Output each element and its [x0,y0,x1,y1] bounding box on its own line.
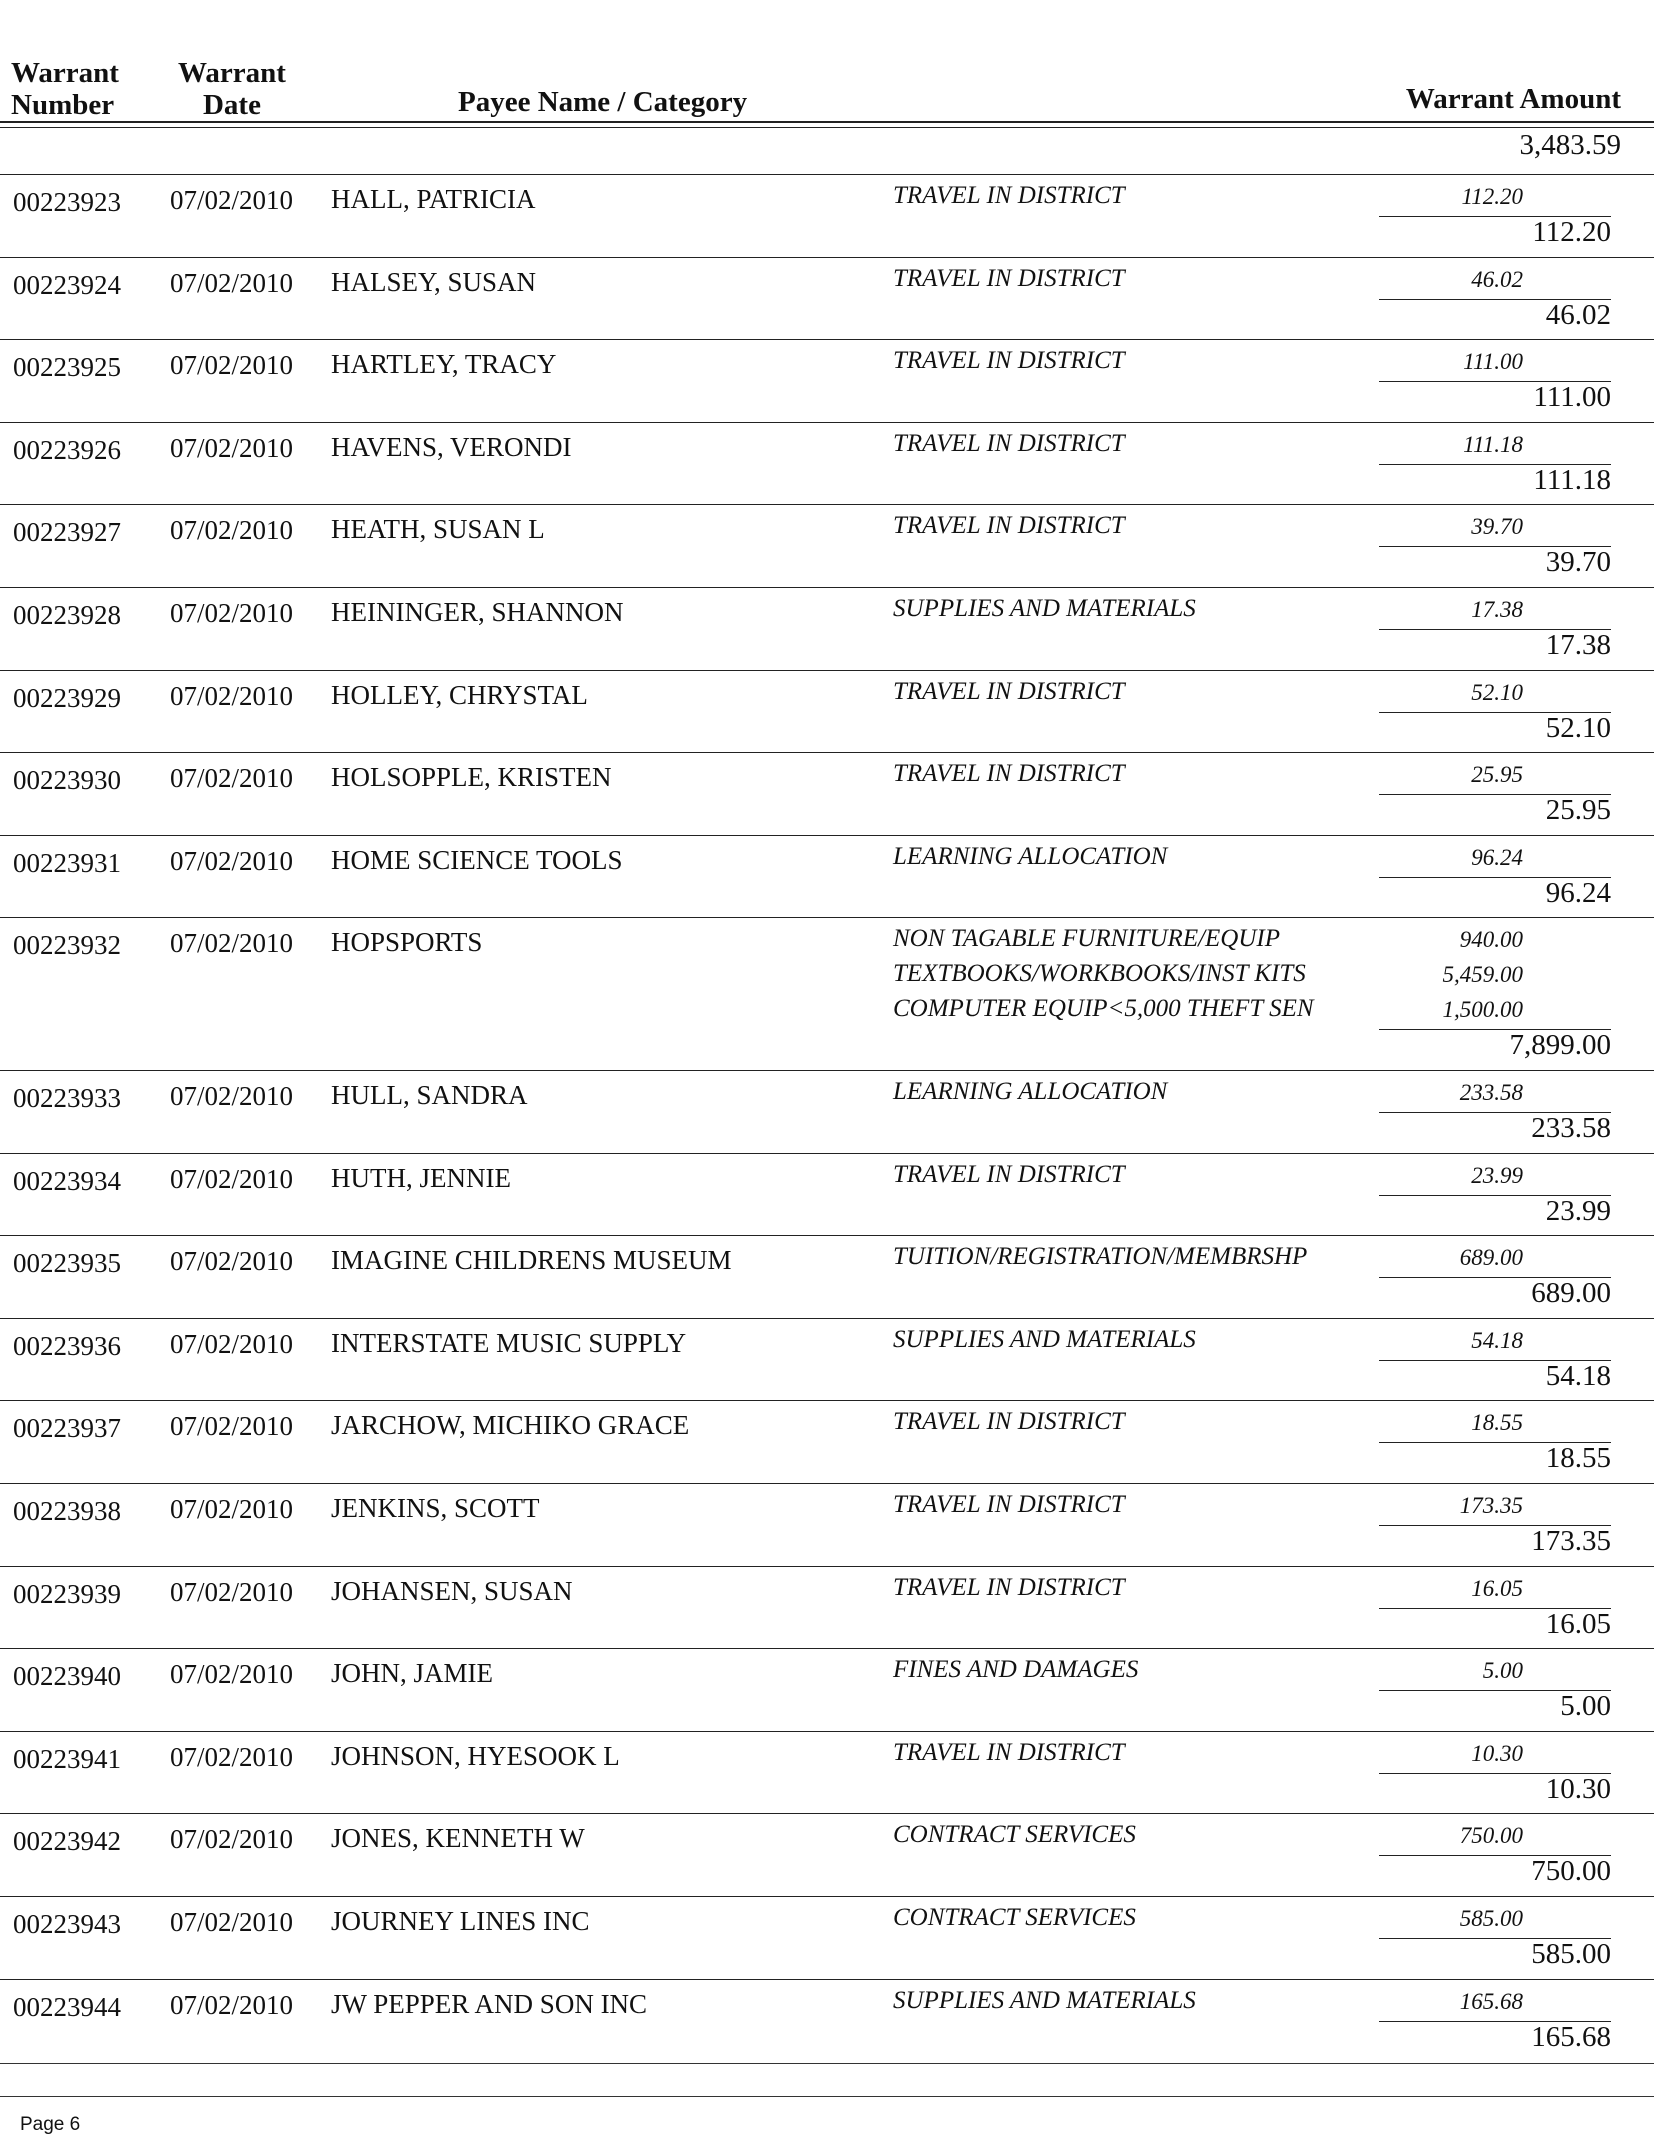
warrant-entry [0,1896,1654,1979]
category-lines [0,677,1654,712]
line-amount: 111.00 [1463,349,1523,375]
entry-separator [0,339,1654,340]
category-line [0,1077,1654,1112]
category-label: CONTRACT SERVICES [893,1821,1136,1849]
warrant-number: 00223923 [13,187,121,217]
category-line [0,759,1654,794]
payee-name: JARCHOW, MICHIKO GRACE [331,1410,690,1441]
entry-separator [0,1731,1654,1732]
category-lines [0,924,1654,1029]
warrant-total: 10.30 [1545,1772,1611,1805]
category-lines [0,1242,1654,1277]
warrant-total: 46.02 [1545,298,1611,331]
warrant-date: 07/02/2010 [170,1163,294,1194]
entry-separator [0,1483,1654,1484]
warrant-entry [0,1070,1654,1153]
category-line [0,1573,1654,1608]
payee-name: HALSEY, SUSAN [331,266,537,297]
entry-separator [0,752,1654,753]
warrant-entry [0,422,1654,505]
payee-name: JONES, KENNETH W [331,1823,585,1854]
category-line [0,1820,1654,1855]
entry-separator [0,1400,1654,1401]
header-rule-bottom [0,127,1654,128]
warrant-number: 00223941 [13,1743,121,1774]
category-line [0,264,1654,299]
warrant-number: 00223936 [13,1330,121,1361]
warrant-number: 00223934 [13,1165,121,1196]
category-lines [0,1820,1654,1855]
category-label: COMPUTER EQUIP<5,000 THEFT SEN [893,995,1314,1023]
category-line [0,1986,1654,2021]
category-line [0,1903,1654,1938]
category-line [0,511,1654,546]
warrant-number: 00223933 [13,1083,121,1113]
line-amount: 5.00 [1482,1658,1523,1684]
header-rule-top [0,121,1654,123]
category-label: TRAVEL IN DISTRICT [893,347,1125,375]
warrant-total: 112.20 [1532,216,1611,248]
category-lines [0,181,1654,216]
warrant-total: 750.00 [1531,1855,1611,1888]
warrant-total: 111.00 [1533,381,1611,414]
warrant-number: 00223929 [13,682,121,713]
category-label: TRAVEL IN DISTRICT [893,1160,1125,1188]
carry-forward-amount: 3,483.59 [1519,129,1621,161]
category-label: TRAVEL IN DISTRICT [893,264,1125,292]
entry-separator [0,917,1654,918]
warrant-date: 07/02/2010 [170,1824,294,1855]
warrant-date: 07/02/2010 [170,1659,294,1690]
payee-name: HAVENS, VERONDI [331,431,572,462]
entry-separator [0,504,1654,505]
warrant-total: 689.00 [1531,1277,1611,1310]
warrant-number: 00223938 [13,1496,121,1526]
warrant-entry [0,587,1654,670]
warrant-entry [0,1483,1654,1566]
category-label: CONTRACT SERVICES [893,1904,1136,1931]
warrant-entry [0,917,1654,1070]
warrant-date: 07/02/2010 [170,1576,294,1607]
category-line [0,1325,1654,1360]
warrant-entry [0,835,1654,918]
category-line [0,1738,1654,1773]
warrant-date: 07/02/2010 [170,432,294,463]
warrant-entry [0,1731,1654,1814]
category-line [0,1407,1654,1442]
line-amount: 233.58 [1459,1080,1523,1105]
entry-separator [0,587,1654,588]
warrant-number: 00223944 [13,1991,121,2022]
line-amount: 23.99 [1471,1162,1523,1188]
line-amount: 54.18 [1471,1327,1523,1353]
warrant-number: 00223943 [13,1909,121,1939]
warrant-total: 7,899.00 [1509,1029,1611,1062]
payee-name: HEININGER, SHANNON [331,597,624,627]
warrant-total: 54.18 [1545,1359,1611,1392]
payee-name: HARTLEY, TRACY [331,349,557,380]
line-amount: 52.10 [1471,679,1523,705]
warrant-entry [0,1648,1654,1731]
warrant-date: 07/02/2010 [170,1494,294,1524]
category-line [0,994,1654,1029]
entry-separator [0,1813,1654,1814]
payee-name: IMAGINE CHILDRENS MUSEUM [331,1245,732,1276]
category-line [0,1242,1654,1277]
line-amount: 940.00 [1459,927,1523,953]
entry-separator [0,1648,1654,1649]
warrant-date: 07/02/2010 [170,1411,294,1442]
entry-separator [0,422,1654,423]
line-amount: 39.70 [1471,514,1523,540]
line-amount: 25.95 [1471,762,1523,788]
category-lines [0,429,1654,464]
entry-separator [0,1235,1654,1236]
warrant-number: 00223942 [13,1826,121,1857]
header-warrant-date [178,57,286,121]
category-lines [0,1407,1654,1442]
category-label: TRAVEL IN DISTRICT [893,182,1125,209]
warrant-date: 07/02/2010 [170,185,294,215]
payee-name: JW PEPPER AND SON INC [331,1988,648,2019]
category-label: SUPPLIES AND MATERIALS [893,595,1196,622]
warrant-number: 00223928 [13,600,121,630]
category-lines [0,264,1654,299]
line-amount: 1,500.00 [1442,997,1523,1023]
warrant-total: 173.35 [1531,1525,1611,1557]
entry-separator [0,1070,1654,1071]
warrant-date: 07/02/2010 [170,928,294,959]
category-label: SUPPLIES AND MATERIALS [893,1986,1196,2014]
category-lines [0,1655,1654,1690]
category-label: TRAVEL IN DISTRICT [893,1408,1125,1436]
warrant-date: 07/02/2010 [170,515,294,546]
category-line [0,842,1654,877]
line-amount: 18.55 [1471,1410,1523,1436]
payee-name: HALL, PATRICIA [331,184,536,214]
payee-name: HOLLEY, CHRYSTAL [331,679,588,710]
warrant-entry [0,1318,1654,1401]
warrant-date: 07/02/2010 [170,598,294,628]
line-amount: 96.24 [1471,844,1523,870]
warrant-number: 00223930 [13,765,121,796]
warrant-total: 52.10 [1545,711,1611,744]
category-line [0,959,1654,994]
line-amount: 5,459.00 [1442,962,1523,988]
category-line [0,1655,1654,1690]
warrant-total: 18.55 [1545,1442,1611,1475]
category-lines [0,511,1654,546]
header-warrant-date-text: Warrant Date [178,57,286,121]
category-lines [0,1490,1654,1525]
category-lines [0,1738,1654,1773]
category-label: FINES AND DAMAGES [893,1656,1139,1684]
entry-separator [0,1153,1654,1154]
header-amount: Warrant Amount [1405,83,1621,115]
payee-name: JOHANSEN, SUSAN [331,1575,573,1606]
category-label: TRAVEL IN DISTRICT [893,1573,1125,1601]
category-label: TRAVEL IN DISTRICT [893,1491,1125,1518]
warrant-entry [0,1400,1654,1483]
payee-name: HUTH, JENNIE [331,1162,511,1193]
category-lines [0,1160,1654,1195]
category-label: TRAVEL IN DISTRICT [893,512,1125,540]
warrant-date: 07/02/2010 [170,1328,294,1359]
warrant-date: 07/02/2010 [170,1246,294,1277]
warrant-number: 00223939 [13,1578,121,1609]
category-lines [0,594,1654,629]
category-line [0,181,1654,216]
entry-separator [0,1979,1654,1980]
payee-name: HOME SCIENCE TOOLS [331,844,623,875]
category-lines [0,1986,1654,2021]
payee-name: HEATH, SUSAN L [331,514,545,545]
warrant-entry [0,1813,1654,1896]
category-lines [0,1903,1654,1938]
warrant-total: 96.24 [1545,876,1611,909]
payee-name: JOHNSON, HYESOOK L [331,1740,620,1771]
line-amount: 17.38 [1471,597,1523,622]
warrant-total: 111.18 [1533,463,1611,496]
warrant-date: 07/02/2010 [170,763,294,794]
warrant-entry [0,504,1654,587]
category-label: LEARNING ALLOCATION [893,1078,1168,1105]
line-amount: 173.35 [1459,1493,1523,1518]
line-amount: 112.20 [1461,184,1523,209]
warrant-total: 17.38 [1545,629,1611,661]
entry-separator [0,1566,1654,1567]
warrant-number: 00223925 [13,352,121,383]
warrant-date: 07/02/2010 [170,1989,294,2020]
header-warrant-number [11,57,119,121]
payee-name: INTERSTATE MUSIC SUPPLY [331,1327,687,1358]
header-payee: Payee Name / Category [458,86,748,118]
payee-name: JENKINS, SCOTT [331,1493,540,1523]
warrant-number: 00223935 [13,1248,121,1279]
category-lines [0,759,1654,794]
warrant-total: 5.00 [1560,1690,1611,1723]
warrant-date: 07/02/2010 [170,680,294,711]
category-lines [0,1325,1654,1360]
warrant-total: 165.68 [1531,2020,1611,2053]
header-warrant-number-text: Warrant Number [11,57,119,121]
warrant-entry [0,339,1654,422]
line-amount: 46.02 [1471,266,1523,292]
footer-rule [0,2096,1654,2097]
warrant-date: 07/02/2010 [170,267,294,298]
category-label: TEXTBOOKS/WORKBOOKS/INST KITS [893,960,1306,988]
warrant-number: 00223927 [13,517,121,548]
category-line [0,924,1654,959]
warrant-entry [0,752,1654,835]
entry-separator [0,1896,1654,1897]
warrant-number: 00223926 [13,434,121,465]
category-lines [0,1077,1654,1112]
entry-separator [0,257,1654,258]
category-label: LEARNING ALLOCATION [893,842,1168,870]
category-label: SUPPLIES AND MATERIALS [893,1325,1196,1353]
warrant-total: 25.95 [1545,794,1611,827]
warrant-entry [0,1566,1654,1649]
payee-name: HULL, SANDRA [331,1080,528,1110]
payee-name: JOURNEY LINES INC [331,1906,590,1936]
warrant-entry [0,1235,1654,1318]
page-label: Page 6 [20,2114,81,2135]
entry-separator [0,174,1654,175]
warrant-number: 00223924 [13,269,121,300]
warrant-number: 00223940 [13,1661,121,1692]
warrant-date: 07/02/2010 [170,1907,294,1937]
line-amount: 165.68 [1459,1988,1523,2014]
category-lines [0,842,1654,877]
payee-name: HOLSOPPLE, KRISTEN [331,762,612,793]
category-label: TRAVEL IN DISTRICT [893,429,1125,457]
warrant-entry [0,174,1654,257]
warrant-number: 00223937 [13,1413,121,1444]
payee-name: HOPSPORTS [331,927,483,958]
entry-separator [0,1318,1654,1319]
entry-separator [0,670,1654,671]
table-end-rule [0,2063,1654,2064]
category-label: TRAVEL IN DISTRICT [893,760,1125,788]
warrant-date: 07/02/2010 [170,1741,294,1772]
entry-separator [0,835,1654,836]
category-lines [0,1573,1654,1608]
warrant-number: 00223931 [13,847,121,878]
warrant-entry [0,1979,1654,2062]
category-lines [0,346,1654,381]
warrant-total: 585.00 [1531,1938,1611,1970]
category-label: TRAVEL IN DISTRICT [893,677,1125,705]
warrant-entry [0,670,1654,753]
warrant-number: 00223932 [13,930,121,961]
warrant-total: 233.58 [1531,1112,1611,1144]
payee-name: JOHN, JAMIE [331,1658,493,1689]
category-label: NON TAGABLE FURNITURE/EQUIP [893,925,1281,953]
line-amount: 689.00 [1459,1245,1523,1271]
line-amount: 585.00 [1459,1906,1523,1931]
category-label: TRAVEL IN DISTRICT [893,1738,1125,1766]
warrant-date: 07/02/2010 [170,845,294,876]
category-line [0,1490,1654,1525]
warrant-total: 23.99 [1545,1194,1611,1227]
line-amount: 111.18 [1463,431,1523,457]
category-line [0,677,1654,712]
line-amount: 16.05 [1471,1575,1523,1601]
warrant-total: 39.70 [1545,546,1611,579]
category-line [0,429,1654,464]
warrant-date: 07/02/2010 [170,350,294,381]
warrant-total: 16.05 [1545,1607,1611,1640]
category-line [0,346,1654,381]
line-amount: 10.30 [1471,1740,1523,1766]
warrant-date: 07/02/2010 [170,1081,294,1111]
category-line [0,1160,1654,1195]
category-label: TUITION/REGISTRATION/MEMBRSHP [893,1243,1308,1271]
line-amount: 750.00 [1459,1823,1523,1849]
warrant-entry [0,257,1654,340]
category-line [0,594,1654,629]
warrant-entry [0,1153,1654,1236]
